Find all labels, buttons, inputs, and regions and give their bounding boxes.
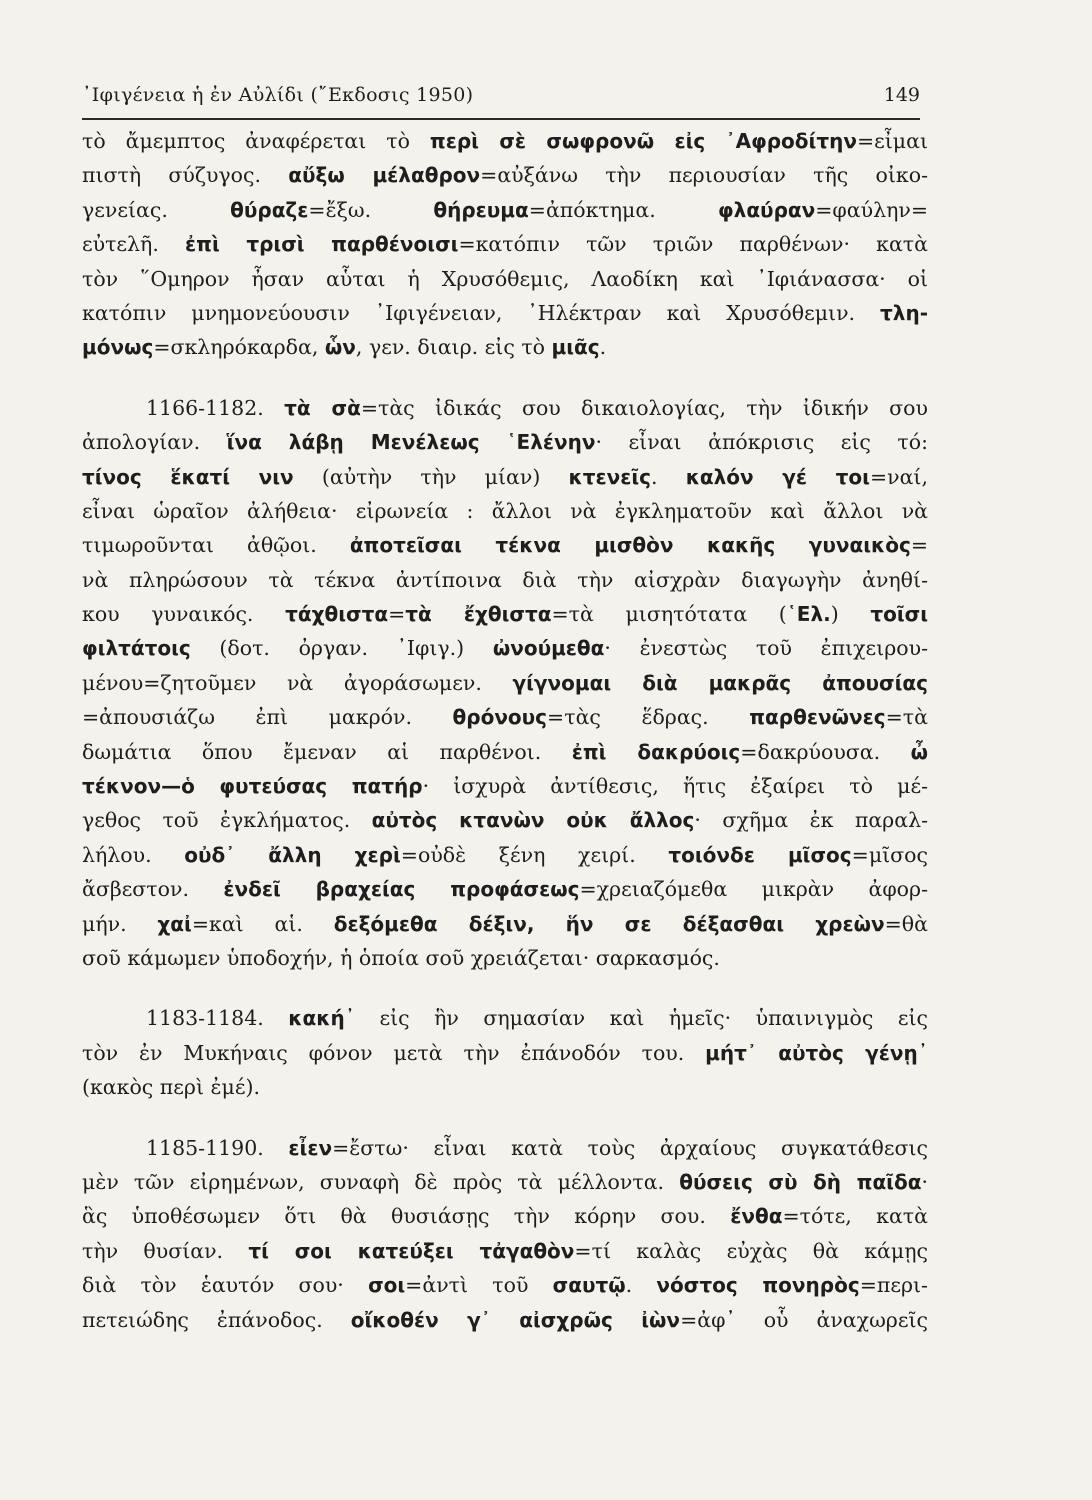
gloss-text: μήν. <box>82 911 158 936</box>
gloss-text: =τὰ μισητότατα ( <box>551 602 787 627</box>
running-title: ᾽Ιφιγένεια ἡ ἐν Αὐλίδι (῎Εκδοσις 1950) <box>82 84 474 106</box>
gloss-text: =τί καλὰς εὐχὰς θὰ κάμῃς <box>574 1238 928 1263</box>
gloss-text: (αὐτὴν τὴν μίαν) <box>293 464 569 489</box>
gloss-text: =ἔξω. <box>308 197 434 222</box>
gloss-text: τὸν ἐν Μυκήναις φόνον μετὰ τὴν ἐπάνοδόν του. <box>82 1040 706 1065</box>
gloss-text: =ἀπουσιάζω ἐπὶ μακρόν. <box>82 705 453 730</box>
gloss-text: διὰ τὸν ἑαυτόν σου· <box>82 1273 369 1298</box>
text-line <box>82 631 928 665</box>
text-line <box>82 1001 928 1035</box>
text-line <box>82 1131 928 1165</box>
gloss-text: ἀπολογίαν. <box>82 430 227 455</box>
text-line <box>82 1070 928 1104</box>
gloss-text: δωμάτια ὅπου ἔμεναν αἱ παρθένοι. <box>82 739 572 764</box>
gloss-text: =θὰ <box>884 911 928 936</box>
lemma-term: φιλτάτοις <box>82 636 191 661</box>
gloss-text: =σκληρόκαρδα, <box>153 335 325 360</box>
text-line <box>82 769 928 803</box>
gloss-text: ᾽ εἰς ἣν σημασίαν καὶ ἡμεῖς· ὑπαινιγμὸς εἰς <box>344 1006 928 1031</box>
text-line <box>82 330 928 364</box>
gloss-text: =χρειαζόμεθα μικρὰν ἀφορ- <box>579 877 929 902</box>
gloss-text: · σχῆμα ἐκ παραλ- <box>694 808 928 833</box>
gloss-text: , γεν. διαιρ. εἰς τὸ <box>355 335 552 360</box>
gloss-text: = <box>388 602 406 627</box>
gloss-text: ᾽ <box>917 1040 929 1065</box>
text-line <box>82 907 928 941</box>
lemma-term: εἶεν <box>288 1135 333 1160</box>
lemma-term: μόνως <box>82 335 154 360</box>
lemma-term: ἀποτεῖσαι τέκνα μισθὸν κακῆς γυναικὸς <box>349 533 911 558</box>
lemma-term: μιᾶς <box>551 335 600 360</box>
lemma-term: νόστος πονηρὸς <box>656 1273 860 1298</box>
gloss-text: =αὐξάνω τὴν περιουσίαν τῆς οἰκο- <box>480 163 929 188</box>
lemma-term: σαυτῷ <box>552 1273 626 1298</box>
gloss-text: . <box>651 464 686 489</box>
text-line <box>82 872 928 906</box>
text-line <box>82 597 928 631</box>
paragraph-gap <box>82 975 928 1001</box>
lemma-term: θύραζε <box>230 197 309 222</box>
lemma-term: ὠνούμεθα <box>492 636 605 661</box>
gloss-text: ) <box>830 602 871 627</box>
gloss-text: =τότε, κατὰ <box>782 1204 928 1229</box>
gloss-text: =μῖσος <box>851 842 928 867</box>
gloss-text: εὐτελῆ. <box>82 232 185 257</box>
lemma-term: θρόνους <box>452 705 548 730</box>
lemma-term: τίνος ἕκατί νιν <box>82 464 294 489</box>
gloss-text: =ἔστω· εἶναι κατὰ τοὺς ἀρχαίους συγκατάθεσις <box>332 1135 928 1160</box>
gloss-text: =οὐδὲ ξένη χειρί. <box>400 842 669 867</box>
gloss-text: =περι- <box>859 1273 928 1298</box>
lemma-term: τὰ ἔχθιστα <box>405 602 552 627</box>
lemma-term: χαἰ <box>157 911 192 936</box>
gloss-text: =φαύλην= <box>815 197 928 222</box>
paragraph-gap <box>82 1105 928 1131</box>
text-line <box>82 666 928 700</box>
paragraph-gap <box>82 365 928 391</box>
text-line <box>82 1268 928 1302</box>
text-line <box>82 563 928 597</box>
gloss-text: μένου=ζητοῦμεν νὰ ἀγοράσωμεν. <box>82 670 513 695</box>
text-line <box>82 425 928 459</box>
gloss-text: · εἶναι ἀπόκρισις εἰς τό: <box>595 430 929 455</box>
gloss-text: πιστὴ σύζυγος. <box>82 163 289 188</box>
lemma-term: καλόν γέ τοι <box>685 464 870 489</box>
text-line <box>82 227 928 261</box>
gloss-text: =κατόπιν τῶν τριῶν παρθένων· κατὰ <box>458 232 928 257</box>
gloss-text: · <box>921 1169 928 1194</box>
lemma-term: οὐδ᾽ ἄλλη χερὶ <box>184 842 401 867</box>
text-line <box>82 803 928 837</box>
lemma-term: περὶ σὲ σωφρονῶ εἰς ᾽Αφροδίτην <box>429 129 857 153</box>
lemma-term: ἐνδεῖ βραχείας προφάσεως <box>223 877 580 902</box>
lemma-term: ὧν <box>324 335 356 360</box>
gloss-text: = <box>910 533 928 558</box>
lemma-term: ὦ <box>910 739 929 764</box>
text-line <box>82 391 928 425</box>
gloss-text: =τὰς ἕδρας. <box>547 705 750 730</box>
gloss-text: νὰ πληρώσουν τὰ τέκνα ἀντίποινα διὰ τὴν αἰσχρὰν διαγωγὴν ἀνηθί- <box>82 567 928 592</box>
gloss-text: · ἐνεστὼς τοῦ ἐπιχειρου- <box>604 636 928 661</box>
text-line <box>82 262 928 296</box>
gloss-text: . <box>599 335 607 360</box>
lemma-term: τὰ σὰ <box>284 395 361 420</box>
gloss-text: τὴν θυσίαν. <box>82 1238 249 1263</box>
text-line <box>82 193 928 227</box>
lemma-term: ἐπὶ δακρύοις <box>571 739 741 764</box>
gloss-text: (κακὸς περὶ ἐμέ). <box>82 1075 260 1100</box>
lemma-term: αὐτὸς κτανὼν οὐκ ἄλλος <box>371 808 695 833</box>
lemma-term: αὔξω μέλαθρον <box>288 163 481 188</box>
gloss-text: =τὰς ἰδικάς σου δικαιολογίας, τὴν ἰδικήν σου <box>360 395 928 420</box>
lemma-term: φλαύραν <box>718 197 816 222</box>
lemma-term: θήρευμα <box>433 197 529 222</box>
lemma-term: ἔνθα <box>730 1204 783 1229</box>
lemma-term: ἐπὶ τρισὶ παρθένοισι <box>184 232 459 257</box>
gloss-text: τιμωροῦνται ἀθῷοι. <box>82 533 350 558</box>
lemma-term: τέκνον—ὁ φυτεύσας πατήρ <box>82 774 423 799</box>
lemma-term: γίγνομαι διὰ μακρᾶς ἀπουσίας <box>512 670 929 695</box>
gloss-text: ἃς ὑποθέσωμεν ὅτι θὰ θυσιάσῃς τὴν κόρην σου. <box>82 1204 731 1229</box>
lemma-term: τί σοι κατεύξει τἀγαθὸν <box>248 1238 575 1263</box>
lemma-term: παρθενῶνες <box>749 705 886 730</box>
lemma-term: τοιόνδε μῖσος <box>668 842 852 867</box>
gloss-text: κατόπιν μνημονεύουσιν ᾽Ιφιγένειαν, ᾽Ηλέκτραν καὶ Χρυσόθεμιν. <box>82 300 881 325</box>
gloss-text: τὸ ἄμεμπτος ἀναφέρεται τὸ <box>82 129 430 153</box>
lemma-term: δεξόμεθα δέξιν, ἥν σε δέξασθαι χρεὼν <box>333 911 885 936</box>
text-line <box>82 1165 928 1199</box>
gloss-text: 1183-1184. <box>146 1006 289 1031</box>
gloss-text: · ἰσχυρὰ ἀντίθεσις, ἥτις ἐξαίρει τὸ μέ- <box>422 774 928 799</box>
running-head <box>82 74 920 120</box>
gloss-text: μὲν τῶν εἰρημένων, συναφὴ δὲ πρὸς τὰ μέλλοντα. <box>82 1169 680 1194</box>
text-line <box>82 700 928 734</box>
text-line <box>82 941 928 975</box>
gloss-text: γεθος τοῦ ἐγκλήματος. <box>82 808 372 833</box>
text-line <box>82 124 928 158</box>
gloss-text: πετειώδης ἐπάνοδος. <box>82 1307 351 1332</box>
text-line <box>82 1234 928 1268</box>
lemma-term: κακή <box>288 1006 345 1031</box>
gloss-text: =καὶ αἱ. <box>191 911 334 936</box>
text-line <box>82 1036 928 1070</box>
lemma-term: τλη- <box>880 300 928 325</box>
lemma-term: ῾Ελ. <box>786 602 831 627</box>
text-line <box>82 494 928 528</box>
gloss-text: =ἀφ᾽ οὗ ἀναχωρεῖς <box>680 1307 928 1332</box>
text-line <box>82 158 928 192</box>
lemma-term: κτενεῖς <box>568 464 651 489</box>
lemma-term: σοι <box>368 1273 406 1298</box>
gloss-text: εἶναι ὡραῖον ἀλήθεια· εἰρωνεία : ἄλλοι νὰ ἐγκληματοῦν καὶ ἄλλοι νὰ <box>82 498 928 523</box>
gloss-text: κου γυναικός. <box>82 602 286 627</box>
gloss-text: =εἶμαι <box>856 129 928 153</box>
gloss-text: =ἀντὶ τοῦ <box>405 1273 553 1298</box>
text-line <box>82 735 928 769</box>
lemma-term: τοῖσι <box>870 602 928 627</box>
gloss-text: σοῦ κάμωμεν ὑποδοχήν, ἡ ὁποία σοῦ χρειάζεται· σαρκασμός. <box>82 945 720 970</box>
lemma-term: οἴκοθέν γ᾽ αἰσχρῶς ἰὼν <box>350 1307 681 1332</box>
text-line <box>82 296 928 330</box>
gloss-text: ἄσβεστον. <box>82 877 224 902</box>
gloss-text: λήλου. <box>82 842 185 867</box>
gloss-text: 1185-1190. <box>146 1135 289 1160</box>
page-number: 149 <box>883 84 920 106</box>
commentary-body <box>82 124 928 1337</box>
text-line <box>82 1303 928 1337</box>
text-line <box>82 528 928 562</box>
gloss-text: τὸν ῞Ομηρον ἦσαν αὗται ἡ Χρυσόθεμις, Λαοδίκη καὶ ᾽Ιφιάνασσα· οἱ <box>82 266 928 291</box>
text-line <box>82 838 928 872</box>
text-line <box>82 460 928 494</box>
gloss-text: . <box>625 1273 657 1298</box>
gloss-text: =δακρύουσα. <box>740 739 911 764</box>
lemma-term: τάχθιστα <box>285 602 389 627</box>
gloss-text: 1166-1182. <box>146 395 285 420</box>
gloss-text: =ἀπόκτημα. <box>528 197 719 222</box>
gloss-text: =τὰ <box>885 705 928 730</box>
gloss-text: =ναί, <box>869 464 928 489</box>
lemma-term: ἵνα λάβῃ Μενέλεως ῾Ελένην <box>226 430 596 455</box>
gloss-text: γενείας. <box>82 197 231 222</box>
gloss-text: (δοτ. ὀργαν. ᾽Ιφιγ.) <box>190 636 493 661</box>
lemma-term: θύσεις σὺ δὴ παῖδα <box>679 1169 922 1194</box>
text-line <box>82 1199 928 1233</box>
lemma-term: μήτ᾽ αὐτὸς γένῃ <box>705 1040 918 1065</box>
